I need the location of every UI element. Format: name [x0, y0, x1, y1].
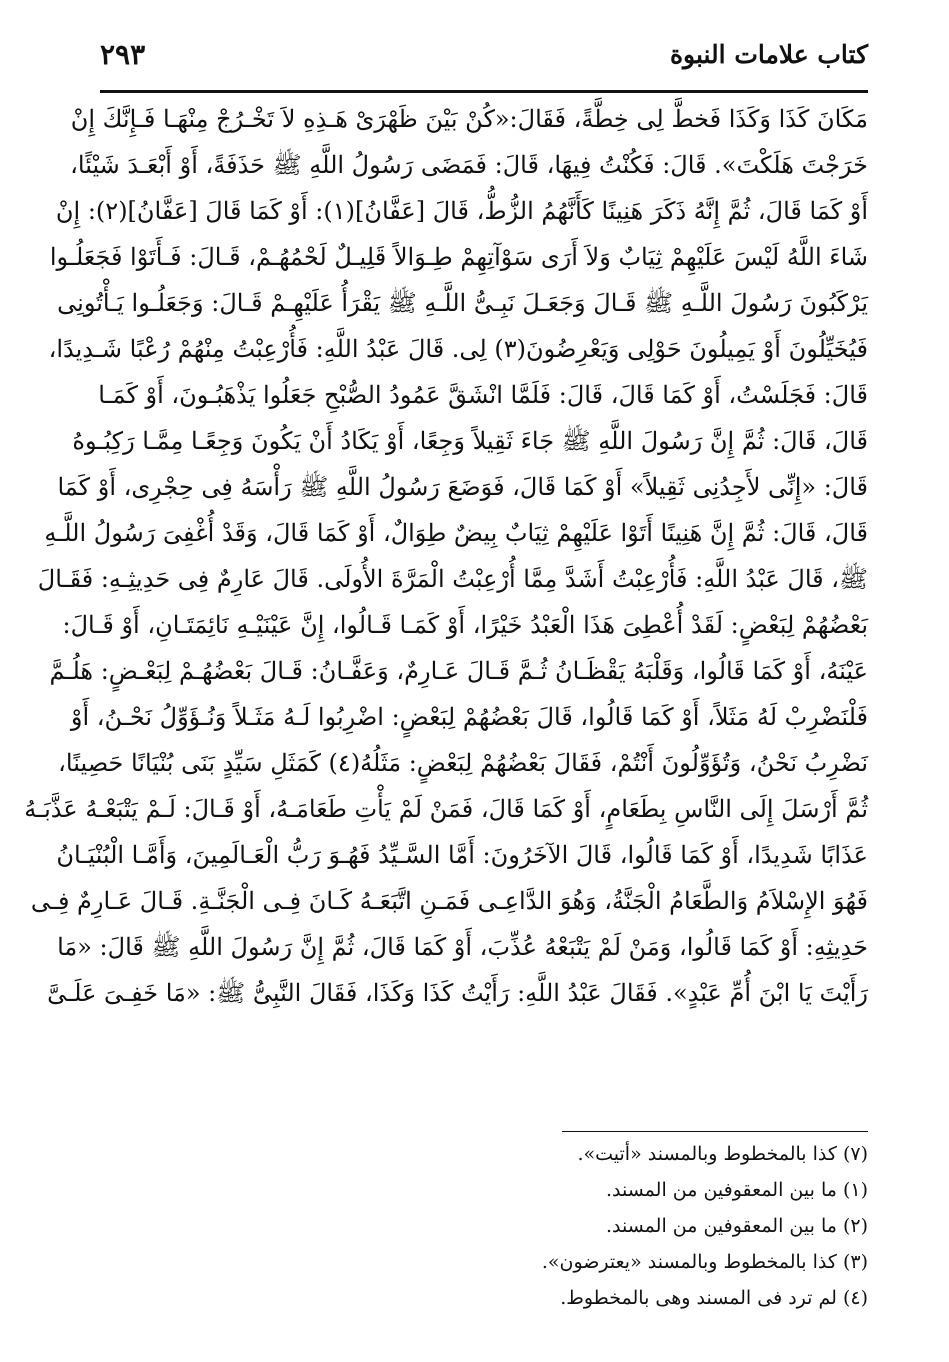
text-line: عَيْنَهُ، أَوْ كَمَا قَالُوا، وَقَلْبَهُ يَقْظَـانُ ثُـمَّ قَـالَ عَـارِمٌ، وَعَفَّـانُ: قَـالَ بَعْضُهُـمْ لِبَعْـضٍ: هَلُـمَّ	[49, 657, 868, 685]
text-line: حَدِيثِهِ: أَوْ كَمَا قَالُوا، وَمَنْ لَمْ يَتْبَعْهُ عُذِّبَ، أَوْ كَمَا قَالَ، ثُمَّ إِنَّ رَسُولَ اللَّهِ ﷺ قَالَ: «مَا	[57, 933, 868, 961]
text-line: فَيُخَيِّلُونَ أَوْ يَمِيلُونَ حَوْلِى وَيَعْرِضُونَ(٣) لِى. قَالَ عَبْدُ اللَّهِ: فَأُرْعِبْتُ مِنْهُمْ رُعْبًا شَـدِيدًا،	[48, 335, 868, 363]
text-line: فَلْنَضْرِبْ لَهُ مَثَلاً، أَوْ كَمَا قَالُوا، قَالَ بَعْضُهُمْ لِبَعْضٍ: اضْرِبُوا لَـهُ مَثَـلاً وَنُـؤَوِّلُ نَحْـنُ، أَوْ	[70, 703, 868, 731]
footnote: (٧) كذا بالمخطوط وبالمسند «أتيت».	[577, 1143, 868, 1165]
text-line: فَهُوَ الإِسْلاَمُ وَالطَّعَامُ الْجَنَّةُ، وَهُوَ الدَّاعِـى فَمَـنِ اتَّبَعَـهُ كَـانَ فِـى الْجَنَّـةِ. قَـالَ عَـارِمٌ فِـى	[30, 887, 868, 915]
text-line: قَالَ، قَالَ: ثُمَّ إِنَّ هَنِينًا أَتَوْا عَلَيْهِمْ ثِيَابٌ بِيضٌ طِوَالٌ، أَوْ كَمَا قَالَ، وَقَدْ أُغْفِىَ رَسُولُ اللَّـهِ	[44, 519, 868, 547]
text-line: رَأَيْتَ يَا ابْنَ أُمِّ عَبْدٍ». فَقَالَ عَبْدُ اللَّهِ: رَأَيْتُ كَذَا وَكَذَا، فَقَالَ النَّبِىُّ ﷺ: «مَا خَفِـىَ عَلَـىَّ	[47, 979, 868, 1007]
text-line: شَاءَ اللَّهُ لَيْسَ عَلَيْهِمْ ثِيَابٌ وَلاَ أَرَى سَوْآتِهِمْ طِـوَالاً قَلِيـلٌ لَحْمُهُـمْ، قَـالَ: فَـأَتَوْا فَجَعَلُـوا	[49, 243, 868, 271]
page-number: ٢٩٣	[100, 38, 146, 71]
footnote: (١) ما بين المعقوفين من المسند.	[605, 1179, 868, 1201]
footnote: (٣) كذا بالمخطوط وبالمسند «يعترضون».	[541, 1251, 868, 1273]
text-line: قَالَ: فَجَلَسْتُ، أَوْ كَمَا قَالَ، قَالَ: فَلَمَّا انْشَقَّ عَمُودُ الصُّبْحِ جَعَلُوا يَذْهَبُـونَ، أَوْ كَمَـا	[98, 381, 868, 409]
text-line: قَالَ، قَالَ: ثُمَّ إِنَّ رَسُولَ اللَّهِ ﷺ جَاءَ ثَقِيلاً وَجِعًا، أَوْ يَكَادُ أَنْ يَكُونَ وَجِعًـا مِمَّـا رَكِبُـوهُ	[72, 427, 868, 455]
book-title: كتاب علامات النبوة	[669, 40, 868, 69]
text-line: خَرَجْتَ هَلَكْتَ». قَالَ: فَكُنْتُ فِيهَا، قَالَ: فَمَضَى رَسُولُ اللَّهِ ﷺ حَذَفَةً، أَوْ أَبْعَـدَ شَيْئًا،	[70, 151, 868, 179]
text-line: ثُمَّ أَرْسَلَ إِلَى النَّاسِ بِطَعَامٍ، أَوْ كَمَا قَالَ، فَمَنْ لَمْ يَأْتِ طَعَامَـهُ، أَوْ قَـالَ: لَـمْ يَتْبَعْـهُ عَذَّبَـهُ	[24, 795, 868, 823]
text-line: عَذَابًا شَدِيدًا، أَوْ كَمَا قَالُوا، قَالَ الآخَرُونَ: أَمَّا السَّـيِّدُ فَهُـوَ رَبُّ الْعَـالَمِينَ، وَأَمَّـا الْبُنْيَـانُ	[56, 841, 868, 869]
footnote: (٤) لم ترد فى المسند وهى بالمخطوط.	[560, 1287, 868, 1309]
main-text	[24, 96, 868, 1016]
text-line: يَرْكَبُونَ رَسُولَ اللَّـهِ ﷺ قَـالَ وَجَعَـلَ نَبِـىُّ اللَّـهِ ﷺ يَقْرَأُ عَلَيْهِـمْ قَـالَ: وَجَعَلُـوا يَـأْتُونِى	[57, 289, 868, 317]
text-line: نَضْرِبُ نَحْنُ، وَتُؤَوِّلُونَ أَنْتُمْ، فَقَالَ بَعْضُهُمْ لِبَعْضٍ: مَثَلُهُ(٤) كَمَثَلِ سَيِّدٍ بَنَى بُنْيَانًا حَصِينًا،	[58, 749, 868, 777]
text-line: أَوْ كَمَا قَالَ، ثُمَّ إِنَّهُ ذَكَرَ هَنِينًا كَأَنَّهُمُ الزُّطُّ، قَالَ [عَفَّانُ](١): أَوْ كَمَا قَالَ [عَفَّانُ](٢): إِنْ	[55, 197, 868, 225]
text-line: ﷺ، قَالَ عَبْدُ اللَّهِ: فَأُرْعِبْتُ أَشَدَّ مِمَّا أُرْعِبْتُ الْمَرَّةَ الأُولَى. قَالَ عَارِمٌ فِى حَدِيثِـهِ: فَقَـالَ	[37, 565, 868, 593]
text-line: مَكَانَ كَذَا وَكَذَا فَخطَّ لِى خِطَّةً، فَقَالَ:«كُنْ بَيْنَ ظَهْرَىْ هَـذِهِ لاَ تَخْـرُجْ مِنْهَـا فَـإِنَّكَ إِنْ	[70, 105, 868, 133]
footnote: (٢) ما بين المعقوفين من المسند.	[605, 1215, 868, 1237]
footnote-separator	[562, 1131, 868, 1132]
text-line: قَالَ: «إِنِّى لأَجِدُنِى ثَقِيلاً» أَوْ كَمَا قَالَ، فَوَضَعَ رَسُولُ اللَّهِ ﷺ رَأْسَهُ فِى حِجْرِى، أَوْ كَمَا	[57, 473, 868, 501]
footnotes	[100, 1136, 868, 1316]
header-rule	[100, 90, 868, 93]
text-line: بَعْضُهُمْ لِبَعْضٍ: لَقَدْ أُعْطِىَ هَذَا الْعَبْدُ خَيْرًا، أَوْ كَمَـا قَـالُوا، إِنَّ عَيْنَيْـهِ نَائِمَتَـانِ، أَوْ قَـالَ:	[62, 611, 868, 639]
page-header	[100, 36, 868, 86]
